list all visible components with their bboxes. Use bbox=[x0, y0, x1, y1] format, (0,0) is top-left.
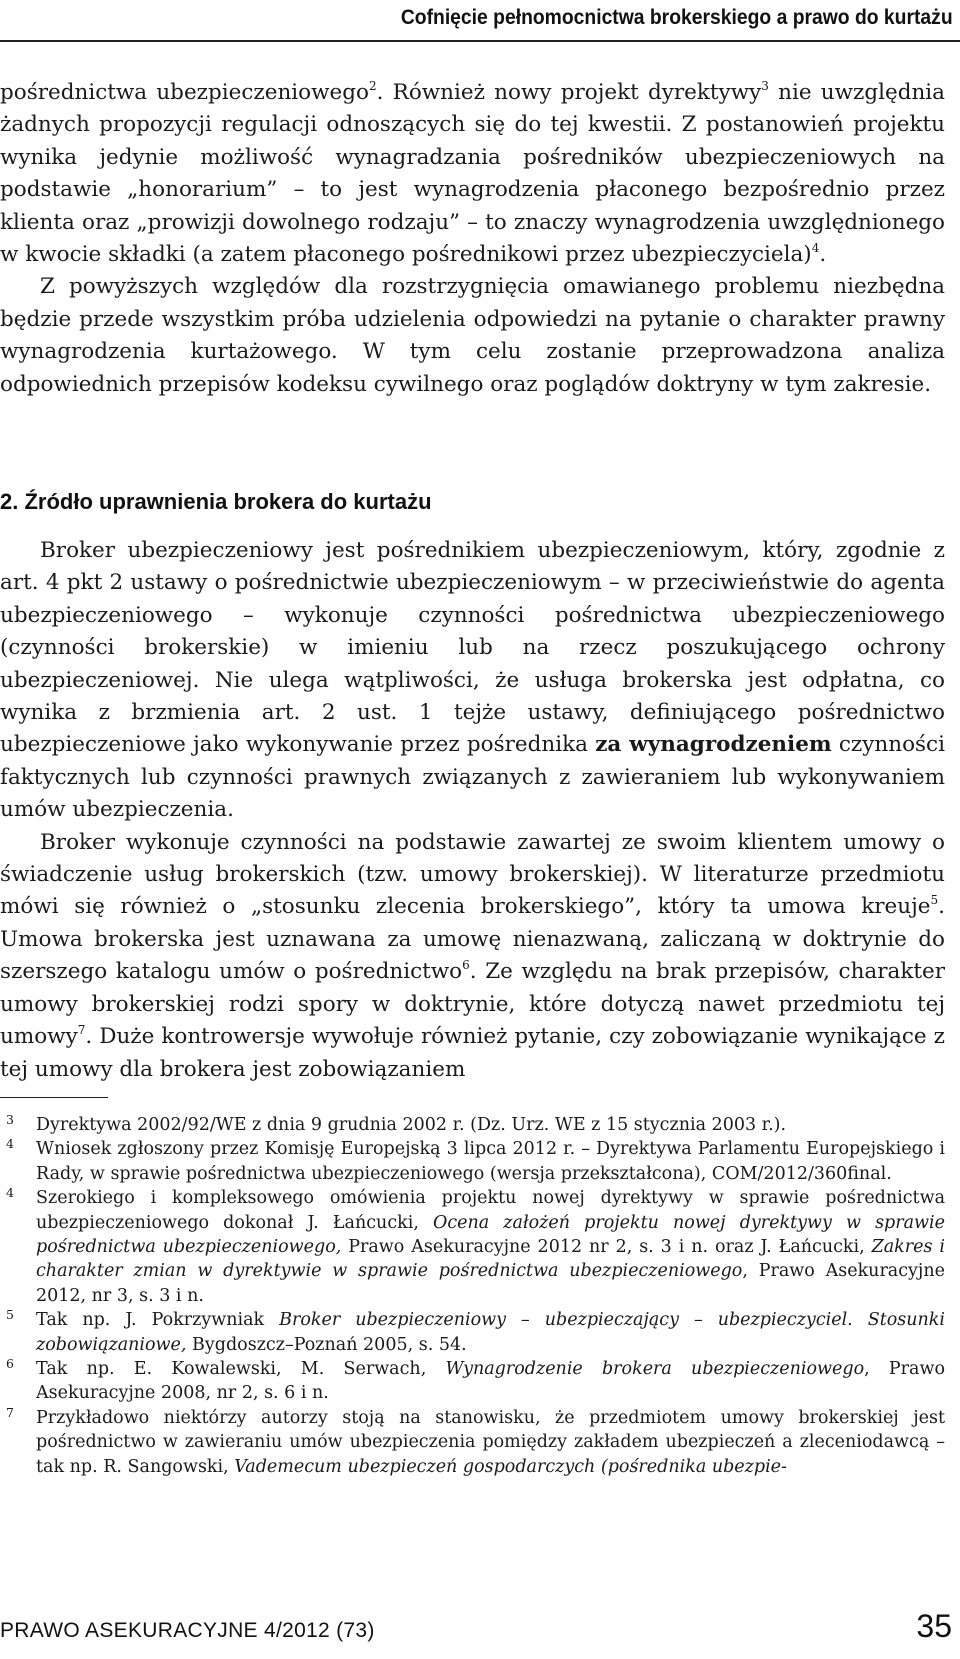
footnote-text: Przykładowo niektórzy autorzy stoją na stanowisku, że przedmiotem umowy brokerskiej jest pośrednictwo w zawieraniu umów ubezpieczenia pomiędzy zakładem ubezpieczeń a zleceniodawcą – tak np. R. Sangowski, bbox=[36, 1407, 945, 1477]
footnote bbox=[0, 1308, 945, 1357]
footnote-title: Wynagrodzenie brokera ubezpieczeniowego bbox=[445, 1359, 865, 1380]
text-run: czynności faktycznych lub czynności prawnych związanych z zawieraniem lub wykonywaniem umów ubezpieczenia. bbox=[0, 732, 945, 823]
text-run: pośrednictwa ubezpieczeniowego bbox=[0, 80, 369, 105]
paragraph bbox=[0, 535, 945, 827]
footnote-text: , Prawo Asekuracyjne 2012, nr 3, s. 3 i n. bbox=[36, 1261, 945, 1306]
footnote-text: Tak np. J. Pokrzywniak bbox=[36, 1310, 280, 1331]
text-run: . Umowa brokerska jest uznawana za umowę nienazwaną, zaliczaną w doktrynie do szerszego katalogu umów o pośrednictwo bbox=[0, 894, 945, 985]
footnote bbox=[0, 1406, 945, 1479]
footnote-number: 3 bbox=[6, 1112, 14, 1127]
footnote-rule bbox=[0, 1097, 108, 1098]
text-run: Broker ubezpieczeniowy jest pośrednikiem ubezpieczeniowym, który, zgodnie z art. 4 pkt 2 ustawy o pośrednictwie ubezpieczeniowym – w przeciwieństwie do agenta ubezpieczeniowego – wykonuje czynności pośrednictwa ubezpieczeniowego (czynności brokerskie) w imieniu lub na rzecz poszukującego ochrony ubezpieczeniowej. Nie ulega wątpliwości, że usługa brokerska jest odpłatna, co wynika z brzmienia art. 2 ust. 1 tejże ustawy, definiującego pośrednictwo ubezpieczeniowe jako wykonywanie przez pośrednika bbox=[0, 538, 945, 758]
footnote bbox=[0, 1113, 945, 1137]
footnote-ref-6[interactable]: 6 bbox=[462, 958, 470, 973]
text-run: . Ze względu na brak przepisów, charakter umowy brokerskiej rodzi spory w doktrynie, które dotyczą nawet przedmiotu tej umowy bbox=[0, 959, 946, 1050]
header-rule bbox=[0, 40, 960, 42]
body-text-top bbox=[0, 77, 945, 401]
footnote-text: Prawo Asekuracyjne 2012 nr 2, s. 3 i n. oraz J. Łańcucki, bbox=[341, 1237, 872, 1258]
paragraph bbox=[0, 77, 945, 271]
text-run: Broker wykonuje czynności na podstawie zawartej ze swoim klientem umowy o świadczenie usług brokerskich (tzw. umowy brokerskiej). W literaturze przedmiotu mówi się również o „stosunku zlecenia brokerskiego”, który ta umowa kreuje bbox=[0, 829, 945, 920]
footnote-title: Zakres i charakter zmian w dyrektywie w sprawie pośrednictwa ubezpieczeniowego bbox=[36, 1237, 945, 1282]
footnote-text: Tak np. E. Kowalewski, M. Serwach, bbox=[36, 1359, 446, 1380]
footnote-ref-7[interactable]: 7 bbox=[77, 1023, 86, 1038]
footnote bbox=[0, 1137, 945, 1186]
paragraph: Z powyższych względów dla rozstrzygnięcia omawianego problemu niezbędna będzie przede wszystkim próba udzielenia odpowiedzi na pytanie o charakter prawny wynagrodzenia kurtażowego. W tym celu zostanie przeprowadzona analiza odpowiednich przepisów kodeksu cywilnego oraz poglądów doktryny w tym zakresie. bbox=[0, 274, 945, 397]
footnote-text: Wniosek zgłoszony przez Komisję Europejską 3 lipca 2012 r. – Dyrektywa Parlamentu Europejskiego i Rady, w sprawie pośrednictwa ubezpieczeniowego (wersja przekształcona), COM/2012/360final. bbox=[36, 1139, 945, 1184]
footnote-title: Vademecum ubezpieczeń gospodarczych (pośrednika ubezpie- bbox=[234, 1456, 787, 1477]
text-run: . Również nowy projekt dyrektywy bbox=[376, 80, 762, 105]
bold-phrase: za wynagrodzeniem bbox=[595, 732, 832, 758]
footnote-ref-3[interactable]: 3 bbox=[761, 79, 769, 93]
footnote bbox=[0, 1357, 945, 1406]
text-run: . Duże kontrowersje wywołuje również pytanie, czy zobowiązanie wynikające z tej umowy dla brokera jest zobowiązaniem bbox=[0, 1024, 945, 1082]
body-text-section bbox=[0, 535, 945, 1086]
paragraph bbox=[0, 827, 945, 1086]
footnote-number: 7 bbox=[6, 1404, 14, 1420]
text-run: nie uwzględnia żadnych propozycji regulacji odnoszących się do tej kwestii. Z postanowień projektu wynika jedynie możliwość wynagradzania pośredników ubezpieczeniowych na podstawie „honorarium” – to jest wynagrodzenia płaconego bezpośrednio przez klienta oraz „prowizji dowolnego rodzaju” – to znaczy wynagrodzenia uwzględnionego w kwocie składki (a zatem płaconego pośrednikowi przez ubezpieczyciela) bbox=[0, 80, 945, 268]
footnote-title: Ocena założeń projektu nowej dyrektywy w sprawie pośrednictwa ubezpieczeniowego, bbox=[36, 1212, 945, 1258]
footnotes bbox=[0, 1113, 945, 1479]
footnote-number: 4 bbox=[6, 1136, 14, 1152]
page-number: 35 bbox=[916, 1608, 952, 1644]
footnote-text: Bygdoszcz–Poznań 2005, s. 54. bbox=[186, 1334, 467, 1355]
footnote-number: 4 bbox=[6, 1185, 14, 1201]
footnote-ref-4[interactable]: 4 bbox=[811, 241, 820, 256]
footnote-number: 5 bbox=[6, 1307, 14, 1323]
journal-footer: PRAWO ASEKURACYJNE 4/2012 (73) bbox=[0, 1619, 375, 1642]
footnote-ref-5[interactable]: 5 bbox=[930, 893, 939, 908]
text-run: . bbox=[819, 242, 827, 268]
footnote bbox=[0, 1186, 945, 1308]
footnote-ref-2[interactable]: 2 bbox=[368, 79, 377, 93]
footnote-title: Broker ubezpieczeniowy – ubezpieczający – ubezpieczyciel. Stosunki zobowiązaniowe, bbox=[36, 1310, 945, 1355]
running-title: Cofnięcie pełnomocnictwa brokerskiego a prawo do kurtażu bbox=[400, 6, 953, 29]
footnote-text: , Prawo Asekuracyjne 2008, nr 2, s. 6 i n. bbox=[36, 1359, 945, 1404]
footnote-number: 6 bbox=[6, 1356, 14, 1372]
footnote-text: Dyrektywa 2002/92/WE z dnia 9 grudnia 2002 r. (Dz. Urz. WE z 15 stycznia 2003 r.). bbox=[36, 1115, 787, 1135]
section-heading: 2. Źródło uprawnienia brokera do kurtażu bbox=[0, 489, 432, 514]
footnote-text: Szerokiego i kompleksowego omówienia projektu nowej dyrektywy w sprawie pośrednictwa ubezpieczeniowego dokonał J. Łańcucki, bbox=[36, 1188, 945, 1233]
